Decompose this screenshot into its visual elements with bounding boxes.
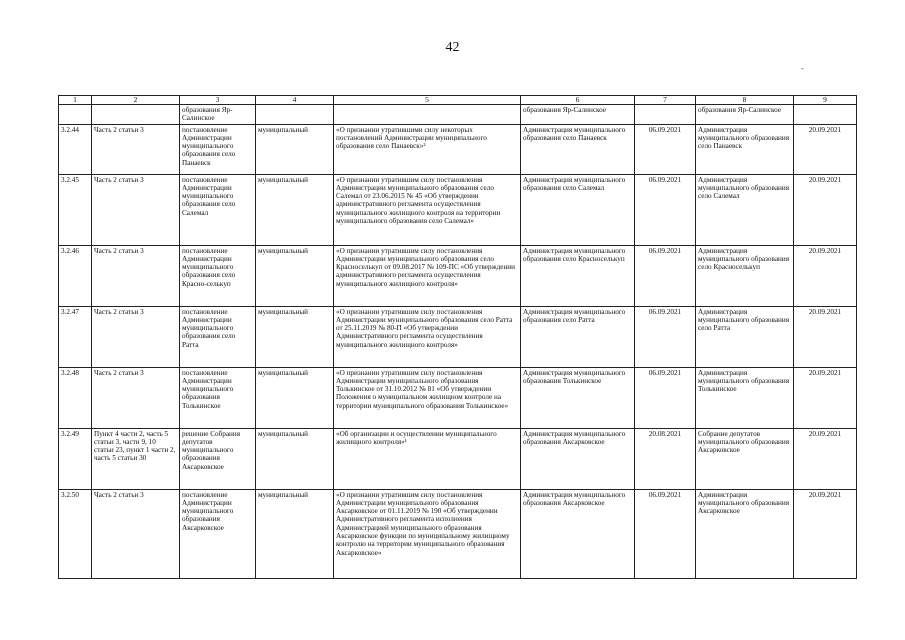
developer-cell: Администрация муниципального образования Толькинское [521,367,635,428]
header-cell: 1 [59,96,92,105]
corner-mark: - [801,64,804,73]
title-cell: «О признании утратившим силу постановления Администрации муниципального образования Толькинское от 31.10.2012 № 81 «Об утверждении Положения о муниципальном жилищном контроле на территории муниципального образования Толькинское» [334,367,521,428]
header-cell: 6 [521,96,635,105]
date-from-cell: 06.09.2021 [635,306,696,367]
title-cell: «Об организации и осуществлении муниципального жилищного контроля»¹ [334,428,521,489]
level-cell: муниципальный [256,306,334,367]
table-cell [794,105,857,125]
level-cell: муниципальный [256,428,334,489]
executor-cell: Администрация муниципального образования село Панаевск [696,124,794,174]
date-from-cell: 06.09.2021 [635,489,696,578]
level-cell: муниципальный [256,489,334,578]
table-cell: образования Яр-Салинское [521,105,635,125]
date-from-cell: 20.08.2021 [635,428,696,489]
basis-cell: Часть 2 статьи 3 [92,174,180,245]
level-cell: муниципальный [256,174,334,245]
date-from-cell: 06.09.2021 [635,174,696,245]
executor-cell: Администрация муниципального образования Аксарковское [696,489,794,578]
row-number: 3.2.44 [59,124,92,174]
executor-cell: Администрация муниципального образования село Салемал [696,174,794,245]
table-cell: образования Яр-Салинское [696,105,794,125]
doc-type-cell: постановление Администрации муниципального образования село Панаевск [180,124,256,174]
header-row [59,96,857,105]
row-number: 3.2.47 [59,306,92,367]
table-cell [334,105,521,125]
continuation-row [59,105,857,125]
table-cell: образования Яр-Салинское [180,105,256,125]
date-to-cell: 20.09.2021 [794,367,857,428]
title-cell: «О признании утратившими силу некоторых постановлений Администрации муниципального образования село Панаевск»² [334,124,521,174]
header-cell: 5 [334,96,521,105]
table-row [59,306,857,367]
developer-cell: Администрация муниципального образования село Салемал [521,174,635,245]
doc-type-cell: постановление Администрации муниципального образования Аксарковское [180,489,256,578]
date-to-cell: 20.09.2021 [794,428,857,489]
executor-cell: Администрация муниципального образования село Красноселькуп [696,245,794,306]
header-cell: 9 [794,96,857,105]
level-cell: муниципальный [256,367,334,428]
basis-cell: Часть 2 статьи 3 [92,124,180,174]
developer-cell: Администрация муниципального образования село Панаевск [521,124,635,174]
doc-type-cell: решение Собрания депутатов муниципального образования Аксарковское [180,428,256,489]
title-cell: «О признании утратившим силу постановления Администрации муниципального образования село Салемал от 23.06.2015 № 45 «Об утверждении административного регламента осуществления муниципального жилищного контроля на территории муниципального образования село Салемал» [334,174,521,245]
executor-cell: Администрация муниципального образования село Ратта [696,306,794,367]
developer-cell: Администрация муниципального образования село Ратта [521,306,635,367]
row-number: 3.2.49 [59,428,92,489]
date-to-cell: 20.09.2021 [794,489,857,578]
basis-cell: Пункт 4 части 2, часть 5 статьи 3, части 9, 10 статьи 23, пункт 1 части 2, часть 5 статьи 30 [92,428,180,489]
basis-cell: Часть 2 статьи 3 [92,489,180,578]
table-row [59,428,857,489]
page-number: 42 [445,40,460,55]
header-cell: 3 [180,96,256,105]
date-from-cell: 06.09.2021 [635,367,696,428]
basis-cell: Часть 2 статьи 3 [92,306,180,367]
executor-cell: Администрация муниципального образования Толькинское [696,367,794,428]
registry-table [58,95,857,579]
table-cell [59,105,92,125]
header-cell: 2 [92,96,180,105]
level-cell: муниципальный [256,124,334,174]
row-number: 3.2.45 [59,174,92,245]
doc-type-cell: постановление Администрации муниципального образования село Красно-селькуп [180,245,256,306]
row-number: 3.2.48 [59,367,92,428]
table-cell [256,105,334,125]
table-cell [635,105,696,125]
date-to-cell: 20.09.2021 [794,245,857,306]
basis-cell: Часть 2 статьи 3 [92,245,180,306]
row-number: 3.2.50 [59,489,92,578]
doc-type-cell: постановление Администрации муниципального образования Толькинское [180,367,256,428]
date-from-cell: 06.09.2021 [635,124,696,174]
developer-cell: Администрация муниципального образования село Красноселькуп [521,245,635,306]
level-cell: муниципальный [256,245,334,306]
title-cell: «О признании утратившим силу постановления Администрации муниципального образования село Красноселькуп от 09.08.2017 № 109-ПС «Об утверждении административного регламента осуществления муниципального жилищного контроля» [334,245,521,306]
row-number: 3.2.46 [59,245,92,306]
table-row [59,124,857,174]
table-cell [92,105,180,125]
table-row [59,174,857,245]
table-row [59,489,857,578]
table-row [59,245,857,306]
executor-cell: Собрание депутатов муниципального образования Аксарковское [696,428,794,489]
header-cell: 4 [256,96,334,105]
basis-cell: Часть 2 статьи 3 [92,367,180,428]
header-cell: 8 [696,96,794,105]
doc-type-cell: постановление Администрации муниципального образования село Салемал [180,174,256,245]
date-to-cell: 20.09.2021 [794,306,857,367]
table-row [59,367,857,428]
title-cell: «О признании утратившим силу постановления Администрации муниципального образования Аксарковское от 01.11.2019 № 190 «Об утверждении Административного регламента исполнения Администрацией муниципального образования Аксарковское функции по муниципальному жилищному контролю на территории муниципального образования Аксарковское» [334,489,521,578]
developer-cell: Администрация муниципального образования Аксарковское [521,489,635,578]
doc-type-cell: постановление Администрации муниципального образования село Ратта [180,306,256,367]
date-to-cell: 20.09.2021 [794,124,857,174]
title-cell: «О признании утратившим силу постановления Администрации муниципального образования село Ратта от 25.11.2019 № 80-П «Об утверждении Административного регламента осуществления муниципального жилищного контроля» [334,306,521,367]
developer-cell: Администрация муниципального образования Аксарковское [521,428,635,489]
header-cell: 7 [635,96,696,105]
date-from-cell: 06.09.2021 [635,245,696,306]
date-to-cell: 20.09.2021 [794,174,857,245]
